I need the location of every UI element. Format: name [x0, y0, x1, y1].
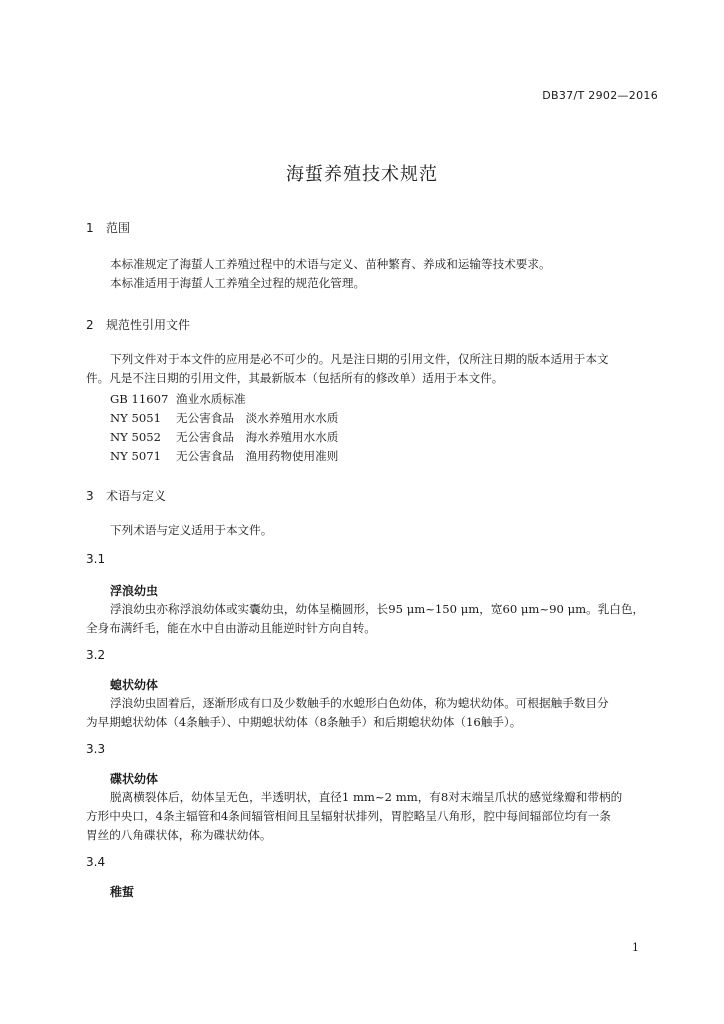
term-number: 3.2	[86, 648, 106, 662]
term-title: 稚蜇	[110, 885, 135, 899]
page-number: 1	[632, 941, 639, 954]
reference-code: NY 5051	[110, 411, 161, 425]
reference-name: 无公害食品 海水养殖用水水质	[176, 430, 339, 444]
section-heading-terms	[86, 487, 166, 504]
section-number: 1	[86, 221, 94, 235]
reference-name: 无公害食品 渔用药物使用准则	[176, 449, 339, 463]
paragraph: 胃丝的八角碟状体，称为碟状幼体。	[86, 828, 272, 842]
section-heading-normative-refs	[86, 316, 190, 333]
reference-item	[110, 391, 246, 407]
reference-code: GB 11607	[110, 392, 169, 406]
paragraph: 浮浪幼虫固着后，逐渐形成有口及少数触手的水螅形白色幼体，称为螅状幼体。可根据触手数目分	[110, 696, 609, 710]
paragraph: 下列文件对于本文件的应用是必不可少的。凡是注日期的引用文件，仅所注日期的版本适用于本文	[110, 352, 609, 366]
section-number: 2	[86, 318, 94, 332]
term-number: 3.4	[86, 855, 106, 869]
section-heading-scope	[86, 219, 130, 236]
paragraph: 件。凡是不注日期的引用文件，其最新版本（包括所有的修改单）适用于本文件。	[86, 371, 504, 385]
section-number: 3	[86, 489, 94, 503]
term-number: 3.3	[86, 742, 106, 756]
paragraph: 全身布满纤毛，能在水中自由游动且能逆时针方向自转。	[86, 621, 376, 635]
paragraph: 方形中央口，4条主辐管和4条间辐管相间且呈辐射状排列，胃腔略呈八角形，腔中每间辐部位均有一条	[86, 809, 611, 823]
section-title: 范围	[106, 221, 131, 235]
paragraph: 本标准规定了海蜇人工养殖过程中的术语与定义、苗种繁育、养成和运输等技术要求。	[110, 257, 551, 271]
paragraph: 本标准适用于海蜇人工养殖全过程的规范化管理。	[110, 276, 366, 290]
term-title: 浮浪幼虫	[110, 584, 159, 598]
term-number: 3.1	[86, 552, 106, 566]
section-title: 规范性引用文件	[106, 318, 191, 332]
page-title: 海蜇养殖技术规范	[286, 164, 438, 185]
term-title: 螅状幼体	[110, 678, 159, 692]
paragraph: 浮浪幼虫亦称浮浪幼体或实囊幼虫，幼体呈椭圆形，长95 μm~150 μm，宽60 μm~90 μm。乳白色，	[110, 602, 645, 616]
reference-item	[110, 448, 338, 464]
reference-item	[110, 429, 338, 445]
reference-item	[110, 410, 338, 426]
reference-name: 渔业水质标准	[176, 392, 246, 406]
paragraph: 脱离横裂体后，幼体呈无色，半透明状，直径1 mm~2 mm，有8对末端呈爪状的感觉缘瓣和带柄的	[110, 790, 623, 804]
section-title: 术语与定义	[106, 489, 167, 503]
term-title: 碟状幼体	[110, 772, 159, 786]
standard-number: DB37/T 2902—2016	[542, 89, 658, 102]
reference-code: NY 5071	[110, 449, 161, 463]
paragraph: 为早期螅状幼体（4条触手）、中期螅状幼体（8条触手）和后期螅状幼体（16触手）。	[86, 715, 522, 729]
reference-code: NY 5052	[110, 430, 161, 444]
paragraph: 下列术语与定义适用于本文件。	[110, 523, 273, 537]
reference-name: 无公害食品 淡水养殖用水水质	[176, 411, 339, 425]
